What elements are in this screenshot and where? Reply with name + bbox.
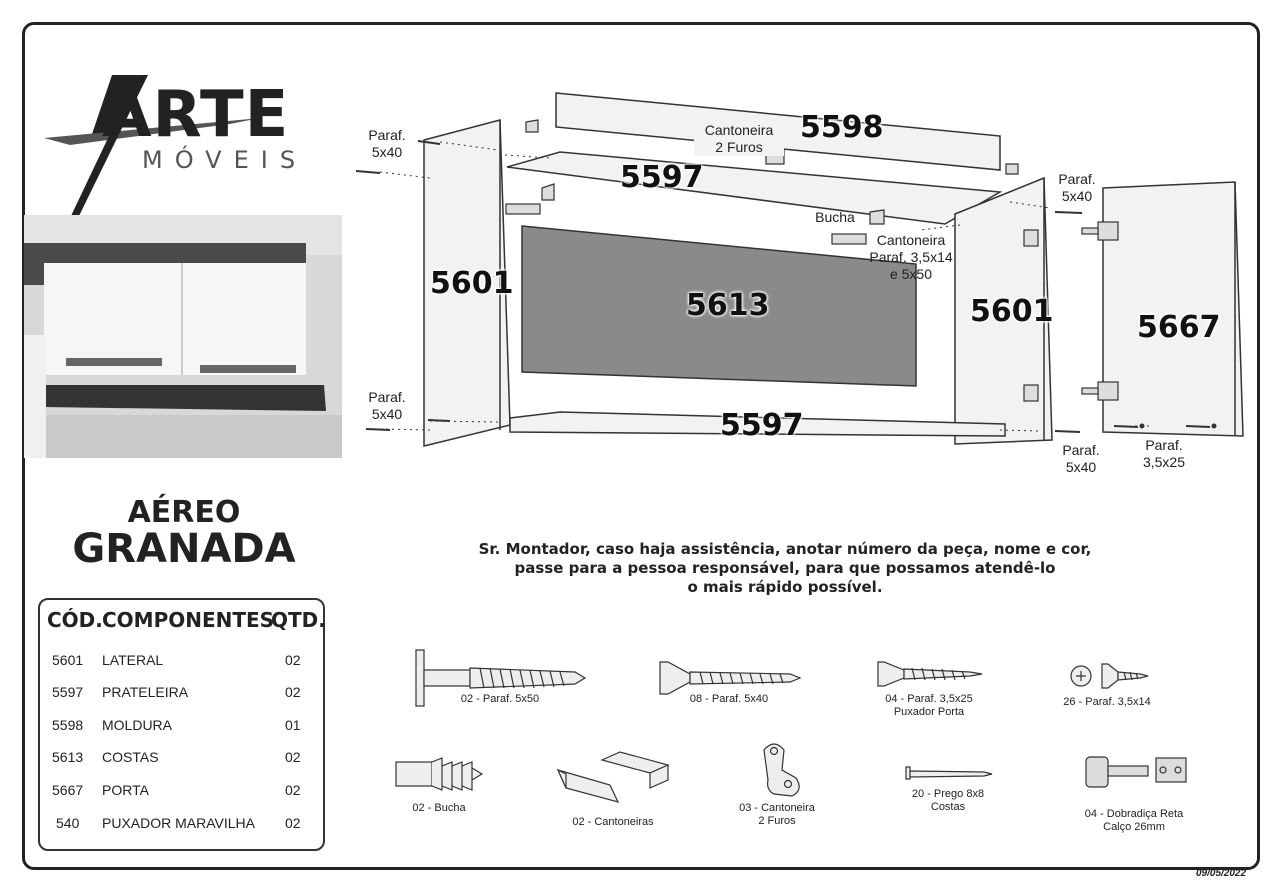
table-cell-name: COSTAS [102,749,159,765]
callout-cantoneira-2-furos: Cantoneira 2 Furos [694,122,784,156]
part-label-5597-bottom: 5597 [720,408,804,443]
hardware-label-paraf-3-5x14: 26 - Paraf. 3,5x14 [1063,696,1151,708]
hardware-label-cantoneira-2-furos: 03 - Cantoneira 2 Furos [739,802,815,827]
table-cell-code: 5667 [52,782,84,798]
screw-3-5x25-icon [878,662,982,686]
table-cell-qty: 02 [285,749,301,765]
table-cell-code: 5598 [52,717,84,733]
corner-brackets-icon [558,752,668,802]
table-header-qty: QTD. [271,608,326,632]
product-name: GRANADA [72,526,296,572]
table-cell-name: PRATELEIRA [102,684,189,700]
document-date: 09/05/2022 [1196,868,1247,879]
table-cell-qty: 02 [285,652,301,668]
table-cell-name: PUXADOR MARAVILHA [102,815,255,831]
part-label-5597-top: 5597 [620,160,704,195]
table-cell-code: 5597 [52,684,84,700]
bracket-2-holes-icon [764,744,799,796]
hardware-label-dobradica: 04 - Dobradiça Reta Calço 26mm [1084,808,1184,833]
callout-bucha: Bucha [815,209,855,225]
table-header-name: COMPONENTES [102,608,275,632]
part-label-5667: 5667 [1137,310,1221,345]
anchor-bucha-icon [396,758,482,790]
table-cell-code: 5601 [52,652,84,668]
hardware-label-paraf-5x40: 08 - Paraf. 5x40 [689,693,769,705]
part-label-5601-right: 5601 [970,294,1054,329]
assembler-notice: Sr. Montador, caso haja assistência, anotar número da peça, nome e cor, passe para a pessoa responsável, para que possamos atendê-lo o mais rápido possível. [478,540,1092,596]
table-header-code: CÓD. [47,608,103,632]
hardware-label-cantoneiras: 02 - Cantoneiras [572,816,654,828]
hardware-label-paraf-3-5x25: 04 - Paraf. 3,5x25 Puxador Porta [885,693,973,718]
callout-paraf-door: Paraf. 3,5x25 [1142,437,1186,470]
product-type: AÉREO [127,495,241,530]
part-label-5613: 5613 [686,288,770,323]
brand-name: ARTE [102,78,290,152]
callout-paraf-top-right: Paraf. 5x40 [1058,171,1096,204]
table-cell-qty: 02 [285,684,301,700]
screw-5x40-icon [660,662,800,694]
part-label-5601-left: 5601 [430,266,514,301]
callout-paraf-bottom-right: Paraf. 5x40 [1062,442,1100,475]
callout-paraf-bottom-left: Paraf. 5x40 [368,389,406,422]
hardware-label-paraf-5x50: 02 - Paraf. 5x50 [460,693,540,705]
table-cell-code: 5613 [52,749,84,765]
table-cell-qty: 02 [285,815,301,831]
table-cell-name: PORTA [102,782,149,798]
callout-paraf-top-left: Paraf. 5x40 [368,127,406,160]
table-cell-code: 540 [56,815,80,831]
callout-cantoneira-paraf: Cantoneira Paraf. 3,5x14 e 5x50 [869,232,953,282]
table-cell-qty: 02 [285,782,301,798]
hinge-icon [1086,757,1186,787]
hardware-label-prego: 20 - Prego 8x8 Costas [911,788,985,813]
screw-3-5x14-icon [1071,664,1148,688]
table-cell-name: MOLDURA [102,717,173,733]
table-cell-name: LATERAL [102,652,164,668]
table-cell-qty: 01 [285,717,301,733]
part-label-5598: 5598 [800,110,884,145]
brand-subtitle: MÓVEIS [142,146,308,174]
nail-icon [906,767,992,779]
hardware-label-bucha: 02 - Bucha [412,802,466,814]
